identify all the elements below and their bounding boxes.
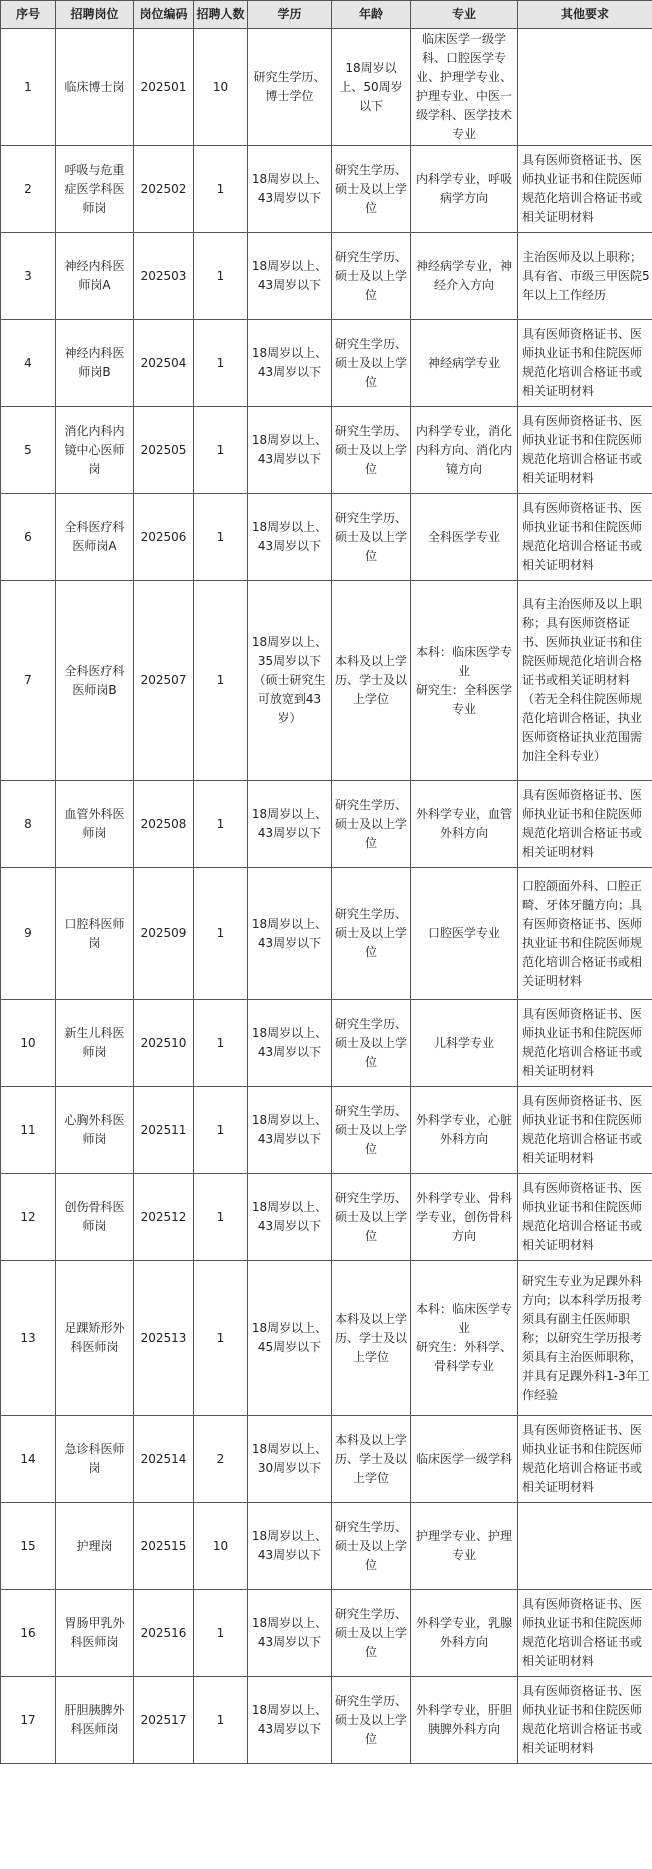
cell-age: 研究生学历、硕士及以上学位 (332, 494, 411, 581)
cell-count: 1 (194, 407, 248, 494)
cell-count: 1 (194, 781, 248, 868)
cell-age: 研究生学历、硕士及以上学位 (332, 146, 411, 233)
cell-post: 胃肠甲乳外科医师岗 (56, 1590, 134, 1677)
cell-other: 主治医师及以上职称；具有省、市级三甲医院5年以上工作经历 (518, 233, 652, 320)
cell-other: 具有医师资格证书、医师执业证书和住院医师规范化培训合格证书或相关证明材料 (518, 494, 652, 581)
cell-major: 内科学专业，呼吸病学方向 (411, 146, 518, 233)
cell-major: 护理学专业、护理专业 (411, 1503, 518, 1590)
table-row (1, 1087, 652, 1174)
cell-post: 急诊科医师岗 (56, 1416, 134, 1503)
table-row (1, 1261, 652, 1416)
cell-code: 202514 (134, 1416, 194, 1503)
cell-count: 2 (194, 1416, 248, 1503)
cell-other: 具有医师资格证书、医师执业证书和住院医师规范化培训合格证书或相关证明材料 (518, 1174, 652, 1261)
cell-no: 8 (1, 781, 56, 868)
cell-count: 1 (194, 494, 248, 581)
cell-other: 具有医师资格证书、医师执业证书和住院医师规范化培训合格证书或相关证明材料 (518, 1590, 652, 1677)
cell-major: 全科医学专业 (411, 494, 518, 581)
table-row (1, 781, 652, 868)
cell-no: 12 (1, 1174, 56, 1261)
header-education: 学历 (248, 1, 332, 29)
cell-code: 202501 (134, 29, 194, 146)
cell-education: 18周岁以上、43周岁以下 (248, 233, 332, 320)
cell-post: 全科医疗科医师岗A (56, 494, 134, 581)
cell-other: 具有医师资格证书、医师执业证书和住院医师规范化培训合格证书或相关证明材料 (518, 407, 652, 494)
cell-count: 1 (194, 1590, 248, 1677)
cell-no: 14 (1, 1416, 56, 1503)
cell-code: 202517 (134, 1677, 194, 1764)
cell-education: 18周岁以上、43周岁以下 (248, 494, 332, 581)
cell-no: 6 (1, 494, 56, 581)
cell-code: 202513 (134, 1261, 194, 1416)
table-row (1, 1416, 652, 1503)
cell-other: 具有医师资格证书、医师执业证书和住院医师规范化培训合格证书或相关证明材料 (518, 1677, 652, 1764)
cell-education: 18周岁以上、43周岁以下 (248, 1503, 332, 1590)
cell-education: 18周岁以上、30周岁以下 (248, 1416, 332, 1503)
cell-major: 外科学专业，肝胆胰脾外科方向 (411, 1677, 518, 1764)
cell-major: 神经病学专业，神经介入方向 (411, 233, 518, 320)
cell-major: 外科学专业，心脏外科方向 (411, 1087, 518, 1174)
cell-code: 202504 (134, 320, 194, 407)
table-row (1, 581, 652, 781)
cell-age: 研究生学历、硕士及以上学位 (332, 1000, 411, 1087)
cell-education: 18周岁以上、43周岁以下 (248, 146, 332, 233)
cell-age: 研究生学历、硕士及以上学位 (332, 1087, 411, 1174)
cell-education: 18周岁以上、43周岁以下 (248, 1087, 332, 1174)
cell-post: 全科医疗科医师岗B (56, 581, 134, 781)
cell-other: 具有医师资格证书、医师执业证书和住院医师规范化培训合格证书或相关证明材料 (518, 781, 652, 868)
cell-no: 15 (1, 1503, 56, 1590)
cell-major: 外科学专业，血管外科方向 (411, 781, 518, 868)
header-age: 年龄 (332, 1, 411, 29)
table-row (1, 233, 652, 320)
cell-count: 1 (194, 868, 248, 1000)
cell-post: 神经内科医师岗A (56, 233, 134, 320)
table-row (1, 1677, 652, 1764)
cell-education: 18周岁以上、43周岁以下 (248, 1677, 332, 1764)
cell-code: 202509 (134, 868, 194, 1000)
cell-education: 18周岁以上、45周岁以下 (248, 1261, 332, 1416)
cell-age: 研究生学历、硕士及以上学位 (332, 320, 411, 407)
cell-post: 呼吸与危重症医学科医师岗 (56, 146, 134, 233)
cell-code: 202503 (134, 233, 194, 320)
cell-code: 202512 (134, 1174, 194, 1261)
header-count: 招聘人数 (194, 1, 248, 29)
table-row (1, 320, 652, 407)
cell-code: 202508 (134, 781, 194, 868)
table-body (1, 29, 652, 1764)
cell-age: 研究生学历、硕士及以上学位 (332, 1174, 411, 1261)
cell-other: 具有医师资格证书、医师执业证书和住院医师规范化培训合格证书或相关证明材料 (518, 1087, 652, 1174)
cell-post: 心胸外科医师岗 (56, 1087, 134, 1174)
cell-other: 具有医师资格证书、医师执业证书和住院医师规范化培训合格证书或相关证明材料 (518, 146, 652, 233)
cell-no: 3 (1, 233, 56, 320)
cell-no: 1 (1, 29, 56, 146)
cell-other: 具有医师资格证书、医师执业证书和住院医师规范化培训合格证书或相关证明材料 (518, 1000, 652, 1087)
cell-age: 本科及以上学历、学士及以上学位 (332, 1416, 411, 1503)
cell-education: 18周岁以上、43周岁以下 (248, 320, 332, 407)
cell-post: 临床博士岗 (56, 29, 134, 146)
cell-count: 1 (194, 320, 248, 407)
cell-no: 9 (1, 868, 56, 1000)
table-row (1, 407, 652, 494)
cell-post: 护理岗 (56, 1503, 134, 1590)
cell-count: 1 (194, 146, 248, 233)
cell-code: 202505 (134, 407, 194, 494)
cell-major: 口腔医学专业 (411, 868, 518, 1000)
cell-count: 1 (194, 233, 248, 320)
cell-post: 消化内科内镜中心医师岗 (56, 407, 134, 494)
cell-age: 18周岁以上、50周岁以下 (332, 29, 411, 146)
cell-education: 18周岁以上、43周岁以下 (248, 1000, 332, 1087)
cell-no: 17 (1, 1677, 56, 1764)
cell-code: 202510 (134, 1000, 194, 1087)
header-post: 招聘岗位 (56, 1, 134, 29)
cell-major: 内科学专业，消化内科方向、消化内镜方向 (411, 407, 518, 494)
cell-education: 18周岁以上、43周岁以下 (248, 1590, 332, 1677)
cell-no: 4 (1, 320, 56, 407)
cell-post: 创伤骨科医师岗 (56, 1174, 134, 1261)
cell-major: 儿科学专业 (411, 1000, 518, 1087)
cell-major: 外科学专业、骨科学专业，创伤骨科方向 (411, 1174, 518, 1261)
cell-count: 1 (194, 1261, 248, 1416)
cell-code: 202506 (134, 494, 194, 581)
cell-other: 研究生专业为足踝外科方向；以本科学历报考须具有副主任医师职称；以研究生学历报考须具有主治医师职称，并具有足踝外科1-3年工作经验 (518, 1261, 652, 1416)
cell-age: 研究生学历、硕士及以上学位 (332, 1677, 411, 1764)
cell-count: 1 (194, 1174, 248, 1261)
header-other: 其他要求 (518, 1, 652, 29)
cell-other: 口腔颌面外科、口腔正畸、牙体牙髓方向；具有医师资格证书、医师执业证书和住院医师规范化培训合格证书或相关证明材料 (518, 868, 652, 1000)
cell-other: 具有医师资格证书、医师执业证书和住院医师规范化培训合格证书或相关证明材料 (518, 1416, 652, 1503)
cell-count: 10 (194, 1503, 248, 1590)
cell-count: 1 (194, 581, 248, 781)
cell-no: 13 (1, 1261, 56, 1416)
cell-no: 7 (1, 581, 56, 781)
cell-post: 足踝矫形外科医师岗 (56, 1261, 134, 1416)
table-row (1, 1174, 652, 1261)
cell-age: 研究生学历、硕士及以上学位 (332, 407, 411, 494)
cell-code: 202511 (134, 1087, 194, 1174)
cell-major: 临床医学一级学科、口腔医学专业、护理学专业、护理专业、中医一级学科、医学技术专业 (411, 29, 518, 146)
cell-other: 具有医师资格证书、医师执业证书和住院医师规范化培训合格证书或相关证明材料 (518, 320, 652, 407)
cell-age: 研究生学历、硕士及以上学位 (332, 1590, 411, 1677)
cell-post: 口腔科医师岗 (56, 868, 134, 1000)
cell-other (518, 29, 652, 146)
cell-code: 202507 (134, 581, 194, 781)
cell-post: 新生儿科医师岗 (56, 1000, 134, 1087)
cell-count: 1 (194, 1087, 248, 1174)
cell-age: 本科及以上学历、学士及以上学位 (332, 1261, 411, 1416)
cell-education: 18周岁以上、43周岁以下 (248, 407, 332, 494)
cell-no: 11 (1, 1087, 56, 1174)
cell-education: 18周岁以上、35周岁以下（硕士研究生可放宽到43岁） (248, 581, 332, 781)
cell-education: 18周岁以上、43周岁以下 (248, 1174, 332, 1261)
cell-code: 202516 (134, 1590, 194, 1677)
cell-age: 研究生学历、硕士及以上学位 (332, 868, 411, 1000)
table-header (1, 1, 652, 29)
cell-other (518, 1503, 652, 1590)
cell-education: 研究生学历、博士学位 (248, 29, 332, 146)
cell-count: 1 (194, 1677, 248, 1764)
cell-code: 202502 (134, 146, 194, 233)
cell-age: 研究生学历、硕士及以上学位 (332, 1503, 411, 1590)
cell-other: 具有主治医师及以上职称；具有医师资格证书、医师执业证书和住院医师规范化培训合格证书或相关证明材料（若无全科住院医师规范化培训合格证，执业医师资格证执业范围需加注全科专业） (518, 581, 652, 781)
table-row (1, 1000, 652, 1087)
cell-no: 2 (1, 146, 56, 233)
table-row (1, 494, 652, 581)
cell-age: 研究生学历、硕士及以上学位 (332, 233, 411, 320)
header-no: 序号 (1, 1, 56, 29)
table-row (1, 868, 652, 1000)
table-row (1, 146, 652, 233)
cell-post: 肝胆胰脾外科医师岗 (56, 1677, 134, 1764)
cell-age: 本科及以上学历、学士及以上学位 (332, 581, 411, 781)
cell-code: 202515 (134, 1503, 194, 1590)
cell-major: 本科：临床医学专业 研究生：外科学、骨科学专业 (411, 1261, 518, 1416)
cell-no: 5 (1, 407, 56, 494)
cell-major: 临床医学一级学科 (411, 1416, 518, 1503)
cell-post: 神经内科医师岗B (56, 320, 134, 407)
cell-no: 16 (1, 1590, 56, 1677)
cell-education: 18周岁以上、43周岁以下 (248, 868, 332, 1000)
table-row (1, 29, 652, 146)
cell-education: 18周岁以上、43周岁以下 (248, 781, 332, 868)
header-code: 岗位编码 (134, 1, 194, 29)
cell-major: 本科：临床医学专业 研究生：全科医学专业 (411, 581, 518, 781)
cell-count: 1 (194, 1000, 248, 1087)
cell-age: 研究生学历、硕士及以上学位 (332, 781, 411, 868)
cell-no: 10 (1, 1000, 56, 1087)
cell-major: 神经病学专业 (411, 320, 518, 407)
table-row (1, 1503, 652, 1590)
table-row (1, 1590, 652, 1677)
cell-major: 外科学专业，乳腺外科方向 (411, 1590, 518, 1677)
cell-count: 10 (194, 29, 248, 146)
cell-post: 血管外科医师岗 (56, 781, 134, 868)
header-major: 专业 (411, 1, 518, 29)
